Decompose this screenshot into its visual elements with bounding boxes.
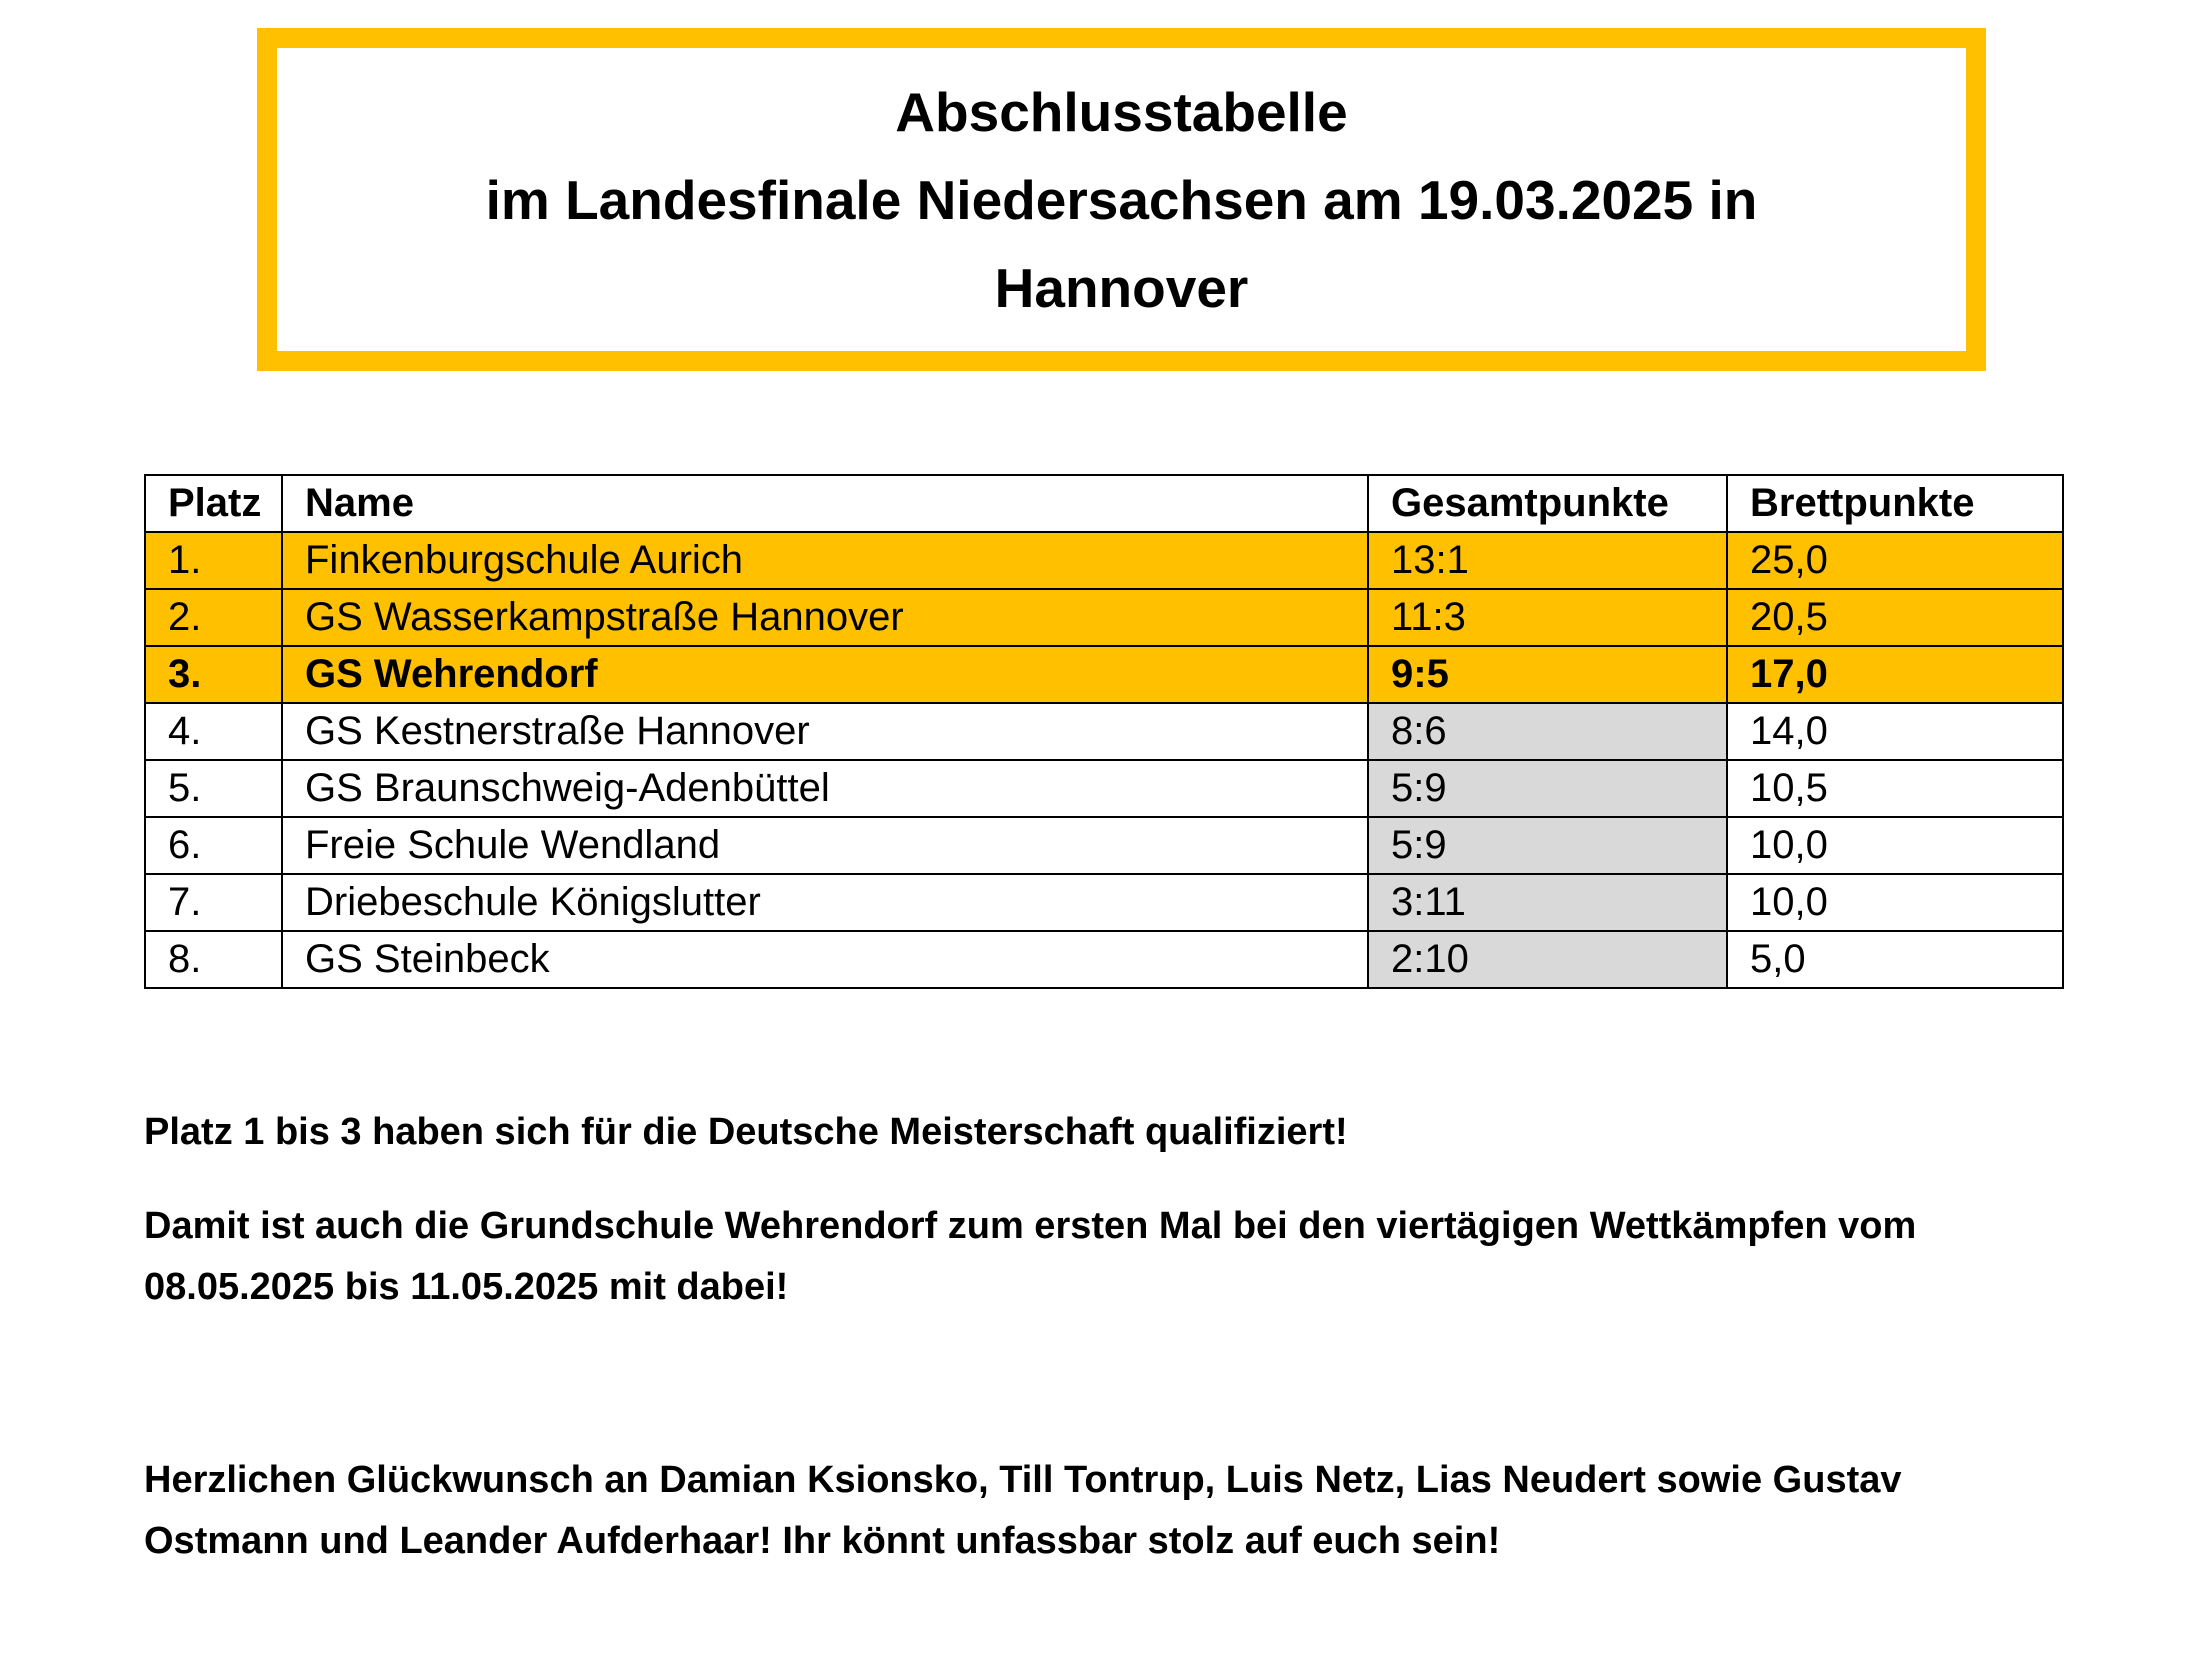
table-header-row xyxy=(145,475,2063,532)
cell-brettpunkte: 10,0 xyxy=(1727,874,2063,931)
table-row xyxy=(145,589,2063,646)
table-row xyxy=(145,532,2063,589)
cell-gesamtpunkte: 5:9 xyxy=(1368,817,1727,874)
table-row-highlighted xyxy=(145,646,2063,703)
cell-brettpunkte: 20,5 xyxy=(1727,589,2063,646)
cell-name: GS Wasserkampstraße Hannover xyxy=(282,589,1368,646)
cell-brettpunkte: 17,0 xyxy=(1727,646,2063,703)
header-name: Name xyxy=(282,475,1368,532)
table-row xyxy=(145,760,2063,817)
table-row xyxy=(145,931,2063,988)
cell-platz: 3. xyxy=(145,646,282,703)
cell-platz: 1. xyxy=(145,532,282,589)
cell-name: GS Braunschweig-Adenbüttel xyxy=(282,760,1368,817)
cell-platz: 6. xyxy=(145,817,282,874)
table-row xyxy=(145,874,2063,931)
header-brettpunkte: Brettpunkte xyxy=(1727,475,2063,532)
table-row xyxy=(145,817,2063,874)
cell-name: GS Kestnerstraße Hannover xyxy=(282,703,1368,760)
title-line-2: im Landesfinale Niedersachsen am 19.03.2025 in xyxy=(485,168,1758,231)
cell-gesamtpunkte: 8:6 xyxy=(1368,703,1727,760)
cell-gesamtpunkte: 13:1 xyxy=(1368,532,1727,589)
participation-note: Damit ist auch die Grundschule Wehrendorf zum ersten Mal bei den viertägigen Wettkämpfen vom 08.05.2025 bis 11.05.2025 mit dabei! xyxy=(144,1205,1917,1308)
cell-gesamtpunkte: 9:5 xyxy=(1368,646,1727,703)
title-box xyxy=(257,28,1986,371)
cell-platz: 5. xyxy=(145,760,282,817)
cell-name: Driebeschule Königslutter xyxy=(282,874,1368,931)
title-line-3: Hannover xyxy=(994,256,1249,319)
cell-brettpunkte: 10,5 xyxy=(1727,760,2063,817)
header-gesamtpunkte: Gesamtpunkte xyxy=(1368,475,1727,532)
cell-brettpunkte: 10,0 xyxy=(1727,817,2063,874)
congratulations-note: Herzlichen Glückwunsch an Damian Ksionsko, Till Tontrup, Luis Netz, Lias Neudert sowie Gustav Ostmann und Leander Aufderhaar! Ihr könnt unfassbar stolz auf euch sein! xyxy=(144,1459,1902,1562)
cell-platz: 7. xyxy=(145,874,282,931)
cell-name: GS Wehrendorf xyxy=(282,646,1368,703)
cell-gesamtpunkte: 2:10 xyxy=(1368,931,1727,988)
cell-name: Finkenburgschule Aurich xyxy=(282,532,1368,589)
header-platz: Platz xyxy=(145,475,282,532)
title-line-1: Abschlusstabelle xyxy=(895,80,1348,143)
table-row xyxy=(145,703,2063,760)
cell-name: Freie Schule Wendland xyxy=(282,817,1368,874)
cell-platz: 4. xyxy=(145,703,282,760)
results-table xyxy=(144,474,2064,989)
cell-platz: 8. xyxy=(145,931,282,988)
cell-brettpunkte: 14,0 xyxy=(1727,703,2063,760)
cell-gesamtpunkte: 11:3 xyxy=(1368,589,1727,646)
cell-gesamtpunkte: 5:9 xyxy=(1368,760,1727,817)
qualification-note: Platz 1 bis 3 haben sich für die Deutsche Meisterschaft qualifiziert! xyxy=(144,1111,1348,1153)
cell-brettpunkte: 5,0 xyxy=(1727,931,2063,988)
cell-brettpunkte: 25,0 xyxy=(1727,532,2063,589)
cell-gesamtpunkte: 3:11 xyxy=(1368,874,1727,931)
cell-platz: 2. xyxy=(145,589,282,646)
cell-name: GS Steinbeck xyxy=(282,931,1368,988)
